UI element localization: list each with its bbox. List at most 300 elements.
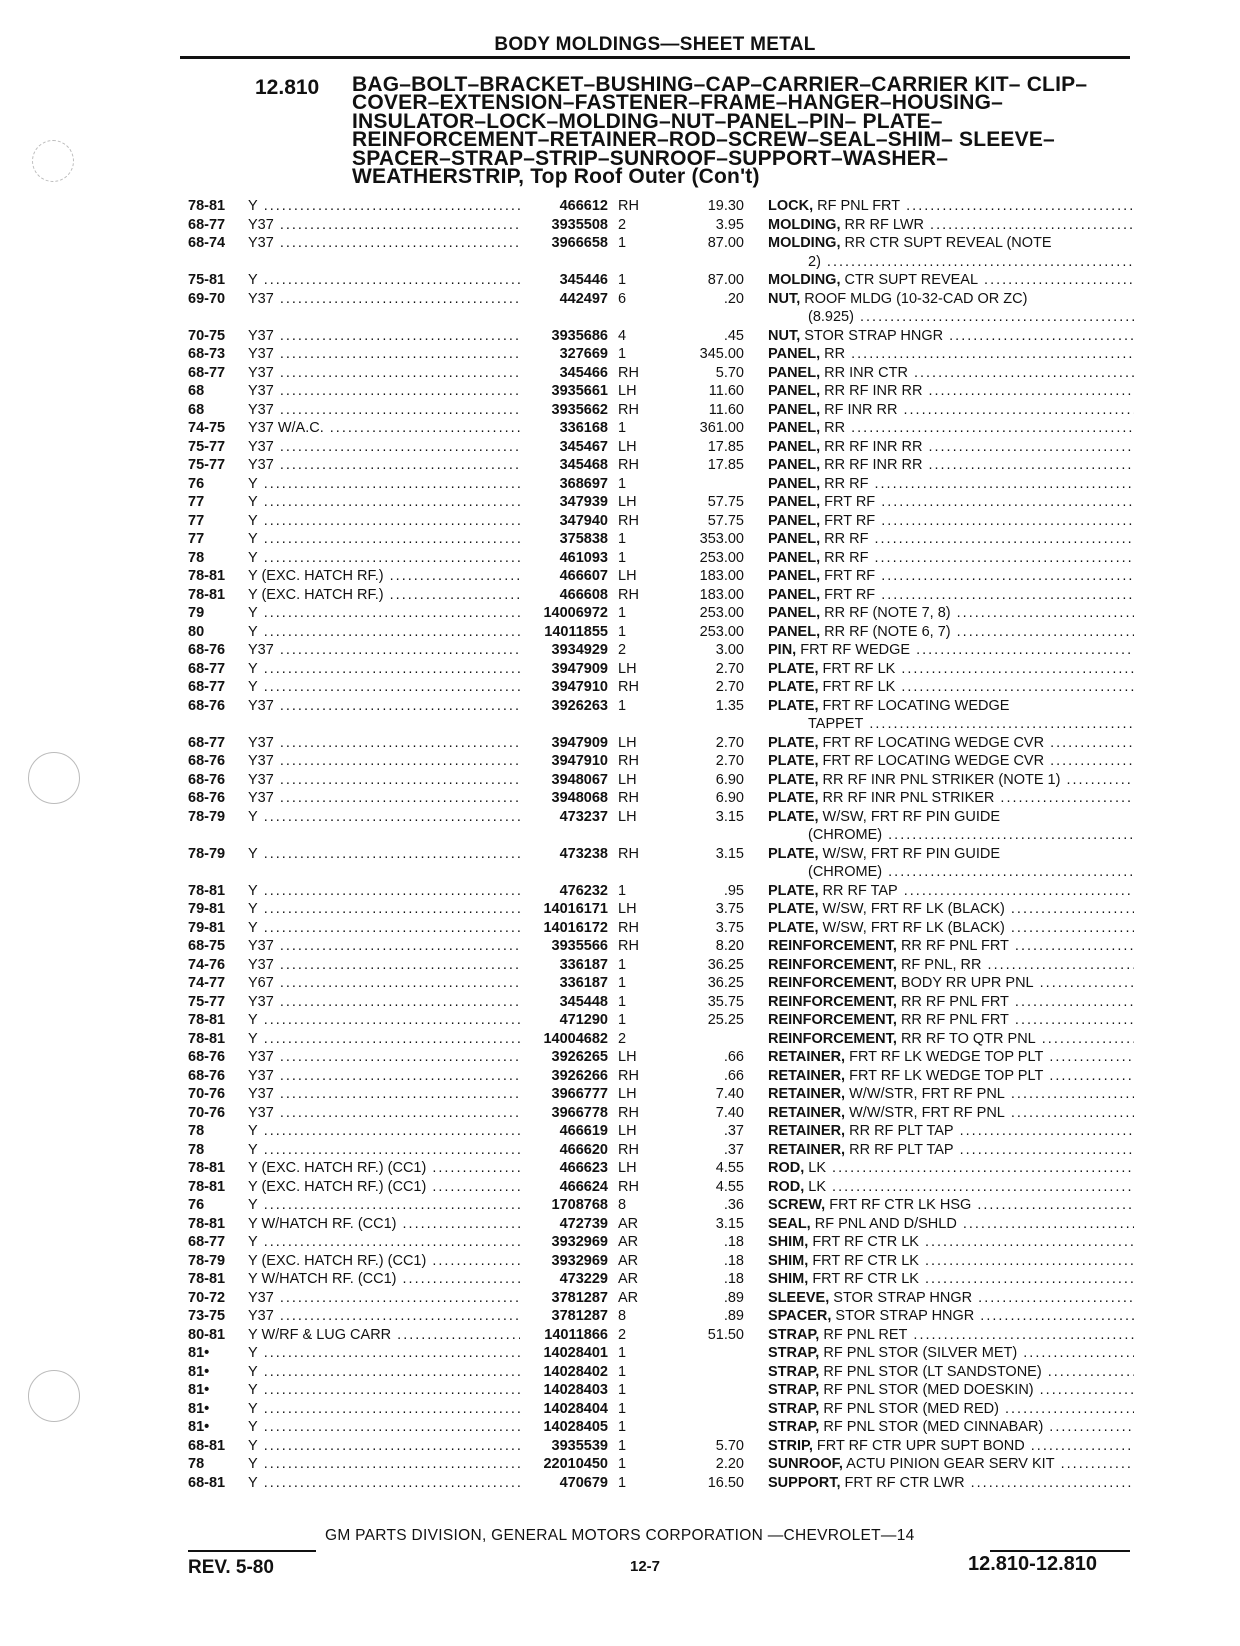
part-name: SUPPORT,: [768, 1474, 841, 1491]
year-cell: 79-81: [188, 919, 226, 936]
quantity-cell: LH: [618, 808, 637, 825]
table-row: [188, 1363, 1134, 1382]
part-description: W/SW, FRT RF LK (BLACK) .....: [823, 920, 1134, 936]
description-cell: [744, 808, 1134, 827]
part-number-cell: 466620: [559, 1141, 608, 1158]
quantity-cell: 1: [618, 882, 627, 899]
table-row: [188, 512, 1134, 531]
part-description: FRT RF CTR LK HSG .....: [829, 1197, 1134, 1213]
part-description: RR RF PNL FRT .....: [901, 994, 1134, 1010]
year-cell: 68-76: [188, 790, 226, 806]
part-name: PANEL,: [768, 605, 821, 621]
year-cell: 74-76: [188, 956, 226, 973]
part-number-cell: 14011855: [544, 623, 608, 640]
table-row: [188, 327, 1134, 346]
part-number-cell: 466619: [559, 1123, 608, 1139]
part-number-cell: 347939: [559, 494, 608, 510]
description-cell: [744, 1122, 1134, 1141]
description-cell: [744, 216, 1134, 235]
quantity-cell: AR: [618, 1215, 639, 1232]
description-cell: [744, 438, 1134, 457]
quantity-cell: 1: [618, 1363, 627, 1380]
table-row: [188, 752, 1134, 771]
part-name: PLATE,: [768, 790, 819, 806]
year-cell: 68-77: [188, 364, 226, 381]
quantity-cell: 1: [618, 605, 627, 621]
year-cell: 75-77: [188, 993, 226, 1010]
table-row: [188, 1067, 1134, 1086]
quantity-cell: 1: [618, 1400, 627, 1417]
description-cell: [744, 1270, 1134, 1289]
part-name: RETAINER,: [768, 1141, 846, 1158]
quantity-cell: 1: [618, 1456, 627, 1472]
part-name: MOLDING,: [768, 216, 841, 233]
table-row: [188, 604, 1134, 623]
part-number-cell: 3947910: [551, 679, 608, 695]
part-number-cell: 14006972: [543, 605, 608, 621]
price-cell: 7.40: [715, 1104, 744, 1121]
part-number-cell: 3935686: [551, 327, 608, 344]
description-continuation: (CHROME) .....: [768, 864, 1134, 880]
quantity-cell: RH: [618, 1104, 639, 1121]
part-name: REINFORCEMENT,: [768, 993, 897, 1010]
part-name: PANEL,: [768, 346, 821, 362]
part-number-cell: 3781287: [551, 1308, 608, 1324]
model-cell: Y37 .....: [248, 382, 520, 401]
part-name: PANEL,: [768, 383, 821, 399]
part-number-cell: 375838: [559, 531, 608, 547]
part-name: RETAINER,: [768, 1123, 846, 1139]
part-name: PLATE,: [768, 808, 819, 825]
year-cell: 76: [188, 475, 205, 492]
quantity-cell: 1: [618, 1382, 627, 1398]
part-description: ROOF MLDG (10-32-CAD OR ZC): [804, 290, 1028, 307]
description-cell: [744, 1363, 1134, 1382]
year-cell: 68-77: [188, 1234, 226, 1250]
model-cell: Y (EXC. HATCH RF.) (CC1) .....: [248, 1252, 520, 1271]
year-cell: 70-75: [188, 327, 226, 344]
part-name: PANEL,: [768, 586, 821, 603]
part-description: RR RF INR RR .....: [824, 383, 1134, 399]
year-cell: 78-81: [188, 198, 226, 214]
description-cell: [744, 1048, 1134, 1067]
part-description: FRT RF .....: [824, 568, 1134, 584]
year-cell: 68-77: [188, 679, 226, 695]
year-cell: 79: [188, 605, 205, 621]
year-cell: 74-77: [188, 975, 226, 991]
model-cell: Y .....: [248, 493, 520, 512]
quantity-cell: RH: [618, 512, 639, 529]
table-row: [188, 1418, 1134, 1437]
model-cell: Y .....: [248, 1437, 520, 1456]
part-description: FRT RF LOCATING WEDGE: [822, 697, 1010, 714]
price-cell: [660, 475, 744, 494]
quantity-cell: LH: [618, 1123, 637, 1139]
description-cell: [744, 271, 1134, 290]
table-row: [188, 216, 1134, 235]
model-cell: Y .....: [248, 919, 520, 938]
model-cell: Y (EXC. HATCH RF.) (CC1) .....: [248, 1159, 520, 1178]
quantity-cell: RH: [618, 1141, 639, 1158]
price-cell: 2.70: [715, 753, 744, 769]
description-cell: [744, 937, 1134, 956]
table-row: [188, 900, 1134, 919]
year-cell: 78-81: [188, 1215, 226, 1232]
table-row: [188, 1326, 1134, 1345]
price-cell: [660, 1344, 744, 1363]
quantity-cell: 1: [618, 272, 627, 288]
table-row: [188, 660, 1134, 679]
table-row: [188, 530, 1134, 549]
part-description: RR RF .....: [824, 550, 1134, 566]
year-cell: 70-72: [188, 1289, 226, 1306]
part-description: FRT RF LOCATING WEDGE CVR .....: [823, 753, 1134, 769]
description-cell: [744, 512, 1134, 531]
table-row: [188, 475, 1134, 494]
model-cell: Y .....: [248, 678, 520, 697]
year-cell: 73-75: [188, 1308, 226, 1324]
part-name: SHIM,: [768, 1271, 809, 1287]
part-name: SEAL,: [768, 1215, 811, 1232]
section-title: BAG–BOLT–BRACKET–BUSHING–CAP–CARRIER–CARRIER KIT– CLIP– COVER–EXTENSION–FASTENER–FRAME–HANGER–HOUSING– INSULATOR–LOCK–MOLDING–NUT–PANEL–PIN– PLATE– REINFORCEMENT–RETAINER–ROD–SCREW–SEAL–SHIM– SLEEVE– SPACER–STRAP–STRIP–SUNROOF–SUPPORT–WASHER– WEATHERSTRIP, Top Roof Outer (Con't): [352, 73, 1088, 189]
table-row: [188, 789, 1134, 808]
model-cell: Y37 .....: [248, 327, 520, 346]
quantity-cell: RH: [618, 679, 639, 695]
model-cell: Y37 .....: [248, 1104, 520, 1123]
part-number-cell: 476232: [559, 882, 608, 899]
table-row: [188, 1048, 1134, 1067]
quantity-cell: 8: [618, 1308, 627, 1324]
model-cell: Y .....: [248, 512, 520, 531]
table-row: [188, 1141, 1134, 1160]
price-cell: .89: [723, 1308, 744, 1324]
price-cell: 5.70: [715, 1437, 744, 1454]
table-row: [188, 1289, 1134, 1308]
description-cell: [744, 1474, 1134, 1493]
part-description: ACTU PINION GEAR SERV KIT .....: [846, 1456, 1134, 1472]
part-name: PANEL,: [768, 438, 821, 455]
description-cell: [744, 1252, 1134, 1271]
part-number-cell: 3947909: [551, 734, 608, 751]
price-cell: 253.00: [699, 549, 744, 566]
quantity-cell: 1: [618, 235, 627, 251]
part-number-cell: 3935566: [551, 938, 608, 954]
model-cell: Y37 .....: [248, 993, 520, 1012]
model-cell: Y37 .....: [248, 1307, 520, 1326]
model-cell: Y37 .....: [248, 1085, 520, 1104]
binder-hole-middle: [28, 752, 80, 804]
part-number-cell: 471290: [559, 1012, 608, 1028]
part-number-cell: 1708768: [551, 1197, 608, 1213]
description-cell: [744, 290, 1134, 309]
price-cell: 36.25: [707, 956, 744, 973]
table-row: [188, 586, 1134, 605]
description-cell: [744, 1289, 1134, 1308]
part-name: PANEL,: [768, 364, 821, 381]
year-cell: 78-81: [188, 1012, 226, 1028]
description-cell: [744, 475, 1134, 494]
price-cell: [660, 1363, 744, 1382]
quantity-cell: AR: [618, 1271, 639, 1287]
part-number-cell: 472739: [559, 1215, 608, 1232]
year-cell: 81•: [188, 1382, 210, 1398]
table-row: [188, 1215, 1134, 1234]
quantity-cell: LH: [618, 438, 637, 455]
part-name: SLEEVE,: [768, 1289, 830, 1306]
quantity-cell: 2: [618, 1030, 627, 1047]
model-cell: Y .....: [248, 1030, 520, 1049]
part-name: MOLDING,: [768, 235, 841, 251]
description-cell: [744, 623, 1134, 642]
description-cell: [744, 1344, 1134, 1363]
price-cell: 3.75: [715, 919, 744, 936]
part-description: RR RF PLT TAP .....: [849, 1142, 1134, 1158]
quantity-cell: 1: [618, 346, 627, 362]
part-name: RETAINER,: [768, 1067, 846, 1084]
part-number-cell: 347940: [559, 512, 608, 529]
price-cell: 361.00: [699, 420, 744, 436]
part-number-cell: 3935539: [551, 1437, 608, 1454]
table-row: [188, 956, 1134, 975]
part-name: STRAP,: [768, 1326, 820, 1343]
table-row-continuation: [188, 308, 1134, 327]
table-row: [188, 919, 1134, 938]
part-number-cell: 345467: [559, 438, 608, 455]
quantity-cell: 1: [618, 1419, 627, 1435]
part-number-cell: 14011866: [544, 1326, 608, 1343]
quantity-cell: RH: [618, 198, 639, 214]
year-cell: 77: [188, 494, 205, 510]
price-cell: 17.85: [707, 438, 744, 455]
table-row: [188, 641, 1134, 660]
part-name: PLATE,: [768, 901, 819, 917]
table-row: [188, 1011, 1134, 1030]
part-number-cell: 336187: [559, 975, 608, 991]
year-cell: 78-81: [188, 882, 226, 899]
part-name: PLATE,: [768, 882, 819, 899]
price-cell: 253.00: [699, 623, 744, 640]
model-cell: Y (EXC. HATCH RF.) (CC1) .....: [248, 1178, 520, 1197]
part-name: REINFORCEMENT,: [768, 938, 897, 954]
table-row: [188, 1270, 1134, 1289]
quantity-cell: 2: [618, 1326, 627, 1343]
part-description: FRT RF .....: [824, 494, 1134, 510]
year-cell: 80-81: [188, 1326, 226, 1343]
part-name: STRAP,: [768, 1345, 820, 1361]
model-cell: Y37 .....: [248, 734, 520, 753]
section-reference: 12.810-12.810: [968, 1553, 1098, 1575]
description-cell: [744, 641, 1134, 660]
description-cell: [744, 845, 1134, 864]
quantity-cell: LH: [618, 1049, 637, 1065]
part-description: RR RF LWR .....: [845, 217, 1134, 233]
part-number-cell: 336187: [559, 956, 608, 973]
quantity-cell: LH: [618, 1086, 637, 1102]
quantity-cell: LH: [618, 1160, 637, 1176]
part-description: BODY RR UPR PNL .....: [901, 975, 1134, 991]
year-cell: 75-77: [188, 438, 226, 455]
model-cell: Y37 .....: [248, 345, 520, 364]
model-cell: Y37 .....: [248, 752, 520, 771]
footer-rule-left: [188, 1550, 316, 1552]
description-cell: [744, 530, 1134, 549]
year-cell: 80: [188, 623, 205, 640]
model-cell: Y .....: [248, 660, 520, 679]
price-cell: 353.00: [699, 531, 744, 547]
table-row: [188, 937, 1134, 956]
table-row: [188, 1085, 1134, 1104]
part-description: FRT RF LK .....: [823, 661, 1134, 677]
description-cell: [744, 364, 1134, 383]
table-row: [188, 845, 1134, 864]
price-cell: 183.00: [699, 586, 744, 603]
part-name: MOLDING,: [768, 272, 841, 288]
part-description: RF PNL STOR (SILVER MET) .....: [823, 1345, 1134, 1361]
model-cell: Y37 .....: [248, 1289, 520, 1308]
quantity-cell: LH: [618, 734, 637, 751]
table-row: [188, 771, 1134, 790]
description-cell: [744, 493, 1134, 512]
part-number-cell: 3966778: [551, 1104, 608, 1121]
quantity-cell: RH: [618, 401, 639, 418]
table-row: [188, 974, 1134, 993]
quantity-cell: AR: [618, 1234, 639, 1250]
table-row: [188, 734, 1134, 753]
model-cell: Y (EXC. HATCH RF.) .....: [248, 586, 520, 605]
part-description: RF PNL RET .....: [823, 1327, 1134, 1343]
quantity-cell: 4: [618, 327, 627, 344]
model-cell: Y .....: [248, 900, 520, 919]
page-header: BODY MOLDINGS—SHEET METAL: [494, 34, 816, 55]
model-cell: Y37 .....: [248, 364, 520, 383]
part-description: W/SW, FRT RF LK (BLACK) .....: [823, 901, 1134, 917]
part-number-cell: 3932969: [551, 1234, 608, 1250]
year-cell: 68-77: [188, 734, 226, 751]
year-cell: 78-79: [188, 1252, 226, 1269]
part-description: FRT RF CTR LK .....: [812, 1234, 1134, 1250]
description-cell: [744, 660, 1134, 679]
price-cell: .45: [723, 327, 744, 344]
price-cell: .20: [723, 290, 744, 307]
part-name: REINFORCEMENT,: [768, 956, 897, 973]
description-cell: [744, 1307, 1134, 1326]
price-cell: 345.00: [699, 346, 744, 362]
part-description: CTR SUPT REVEAL .....: [845, 272, 1134, 288]
part-name: STRAP,: [768, 1363, 820, 1380]
table-row: [188, 1159, 1134, 1178]
part-description: FRT RF .....: [824, 513, 1134, 529]
description-cell: [744, 1381, 1134, 1400]
model-cell: Y .....: [248, 1196, 520, 1215]
quantity-cell: 1: [618, 1474, 627, 1491]
quantity-cell: 1: [618, 623, 627, 640]
description-cell: [744, 1400, 1134, 1419]
part-number-cell: 3926266: [551, 1067, 608, 1084]
year-cell: 68-77: [188, 216, 226, 233]
model-cell: Y .....: [248, 1344, 520, 1363]
model-cell: Y .....: [248, 1233, 520, 1252]
price-cell: 8.20: [715, 938, 744, 954]
part-name: REINFORCEMENT,: [768, 1012, 897, 1028]
part-description: RR CTR SUPT REVEAL (NOTE: [844, 235, 1052, 251]
year-cell: 78-81: [188, 568, 226, 584]
model-cell: Y .....: [248, 549, 520, 568]
part-description: FRT RF CTR LWR .....: [845, 1475, 1134, 1491]
part-description: FRT RF LK WEDGE TOP PLT .....: [849, 1049, 1134, 1065]
model-cell: Y .....: [248, 1400, 520, 1419]
description-cell: [744, 1437, 1134, 1456]
price-cell: 3.15: [715, 1215, 744, 1232]
table-row: [188, 290, 1134, 309]
description-cell: [744, 419, 1134, 438]
part-name: PANEL,: [768, 401, 821, 418]
table-row: [188, 1104, 1134, 1123]
table-row: [188, 882, 1134, 901]
part-number-cell: 3926263: [551, 697, 608, 714]
model-cell: Y37 .....: [248, 234, 520, 253]
year-cell: 68-76: [188, 753, 226, 769]
part-name: SHIM,: [768, 1252, 809, 1269]
model-cell: Y .....: [248, 1474, 520, 1493]
page-number: 12-7: [630, 1558, 661, 1575]
part-description: RR RF (NOTE 7, 8) .....: [824, 605, 1134, 621]
table-row: [188, 1455, 1134, 1474]
part-name: PLATE,: [768, 734, 819, 751]
year-cell: 68-76: [188, 771, 226, 788]
price-cell: 6.90: [715, 771, 744, 788]
quantity-cell: LH: [618, 660, 637, 677]
quantity-cell: LH: [618, 901, 637, 917]
description-continuation: 2) .....: [768, 254, 1134, 270]
price-cell: 87.00: [707, 272, 744, 288]
part-name: SPACER,: [768, 1308, 832, 1324]
description-cell: [744, 956, 1134, 975]
model-cell: Y .....: [248, 845, 520, 864]
year-cell: 78: [188, 1123, 205, 1139]
part-description: W/W/STR, FRT RF PNL .....: [849, 1105, 1134, 1121]
description-cell: [744, 1104, 1134, 1123]
part-name: PLATE,: [768, 660, 819, 677]
model-cell: Y37 .....: [248, 1067, 520, 1086]
part-name: PANEL,: [768, 623, 821, 640]
year-cell: 76: [188, 1197, 205, 1213]
table-row: [188, 401, 1134, 420]
part-number-cell: 473238: [559, 845, 608, 862]
part-number-cell: 14004682: [543, 1030, 608, 1047]
part-name: PANEL,: [768, 420, 821, 436]
model-cell: Y .....: [248, 271, 520, 290]
part-name: PANEL,: [768, 512, 821, 529]
part-description: RF PNL STOR (MED CINNABAR) .....: [823, 1419, 1134, 1435]
part-description: RR .....: [824, 346, 1134, 362]
quantity-cell: AR: [618, 1252, 639, 1269]
parts-table: [188, 197, 1134, 1492]
table-row: [188, 271, 1134, 290]
part-name: ROD,: [768, 1160, 805, 1176]
table-row-continuation: [188, 863, 1134, 882]
table-row: [188, 1122, 1134, 1141]
part-number-cell: 466624: [559, 1178, 608, 1195]
table-row: [188, 1344, 1134, 1363]
table-row: [188, 419, 1134, 438]
table-row: [188, 678, 1134, 697]
description-cell: [744, 771, 1134, 790]
quantity-cell: 8: [618, 1197, 627, 1213]
part-number-cell: 14028402: [543, 1363, 608, 1380]
part-description: RR RF PNL FRT .....: [901, 938, 1134, 954]
part-number-cell: 14016172: [543, 919, 608, 936]
quantity-cell: 1: [618, 697, 627, 714]
